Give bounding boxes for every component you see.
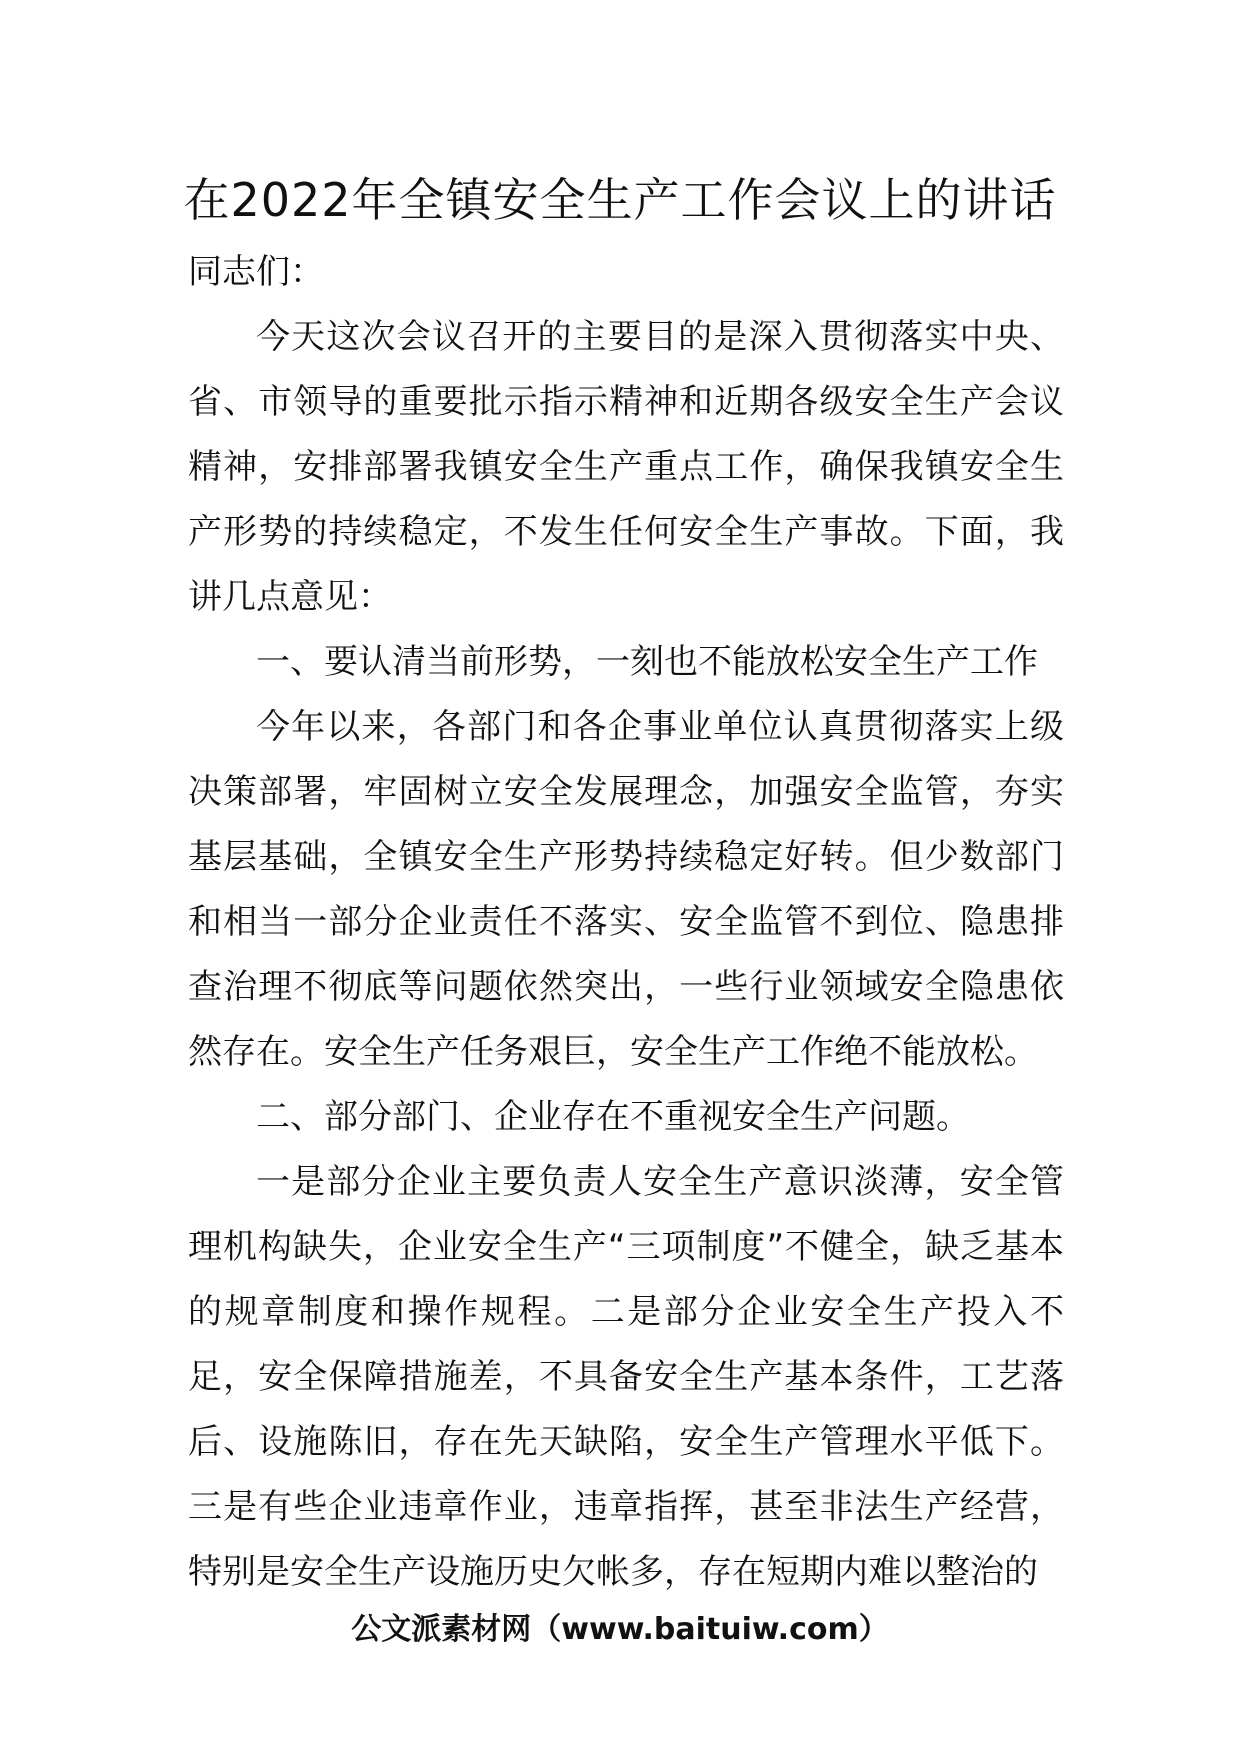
- document-title: 在2022年全镇安全生产工作会议上的讲话: [183, 173, 1057, 227]
- paragraph-intro: 今天这次会议召开的主要目的是深入贯彻落实中央、省、市领导的重要批示指示精神和近期各级安全生产会议精神，安排部署我镇安全生产重点工作，确保我镇安全生产形势的持续稳定，不发生任何安全生产事故。下面，我讲几点意见：: [188, 317, 1064, 617]
- section-heading-1: 一、要认清当前形势，一刻也不能放松安全生产工作: [256, 642, 1038, 682]
- paragraph-situation: 今年以来，各部门和各企事业单位认真贯彻落实上级决策部署，牢固树立安全发展理念，加强安全监管，夯实基层基础，全镇安全生产形势持续稳定好转。但少数部门和相当一部分企业责任不落实、安全监管不到位、隐患排查治理不彻底等问题依然突出，一些行业领域安全隐患依然存在。安全生产任务艰巨，安全生产工作绝不能放松。: [188, 707, 1064, 1072]
- salutation: 同志们：: [188, 252, 324, 292]
- footer-watermark: 公文派素材网（www.baituiw.com）: [351, 1612, 889, 1647]
- section-heading-2: 二、部分部门、企业存在不重视安全生产问题。: [256, 1097, 970, 1137]
- document-body: [188, 240, 1064, 1605]
- paragraph-problems: 一是部分企业主要负责人安全生产意识淡薄，安全管理机构缺失，企业安全生产“三项制度”不健全，缺乏基本的规章制度和操作规程。二是部分企业安全生产投入不足，安全保障措施差，不具备安全生产基本条件，工艺落后、设施陈旧，存在先天缺陷，安全生产管理水平低下。三是有些企业违章作业，违章指挥，甚至非法生产经营，特别是安全生产设施历史欠帐多，存在短期内难以整治的: [188, 1162, 1064, 1592]
